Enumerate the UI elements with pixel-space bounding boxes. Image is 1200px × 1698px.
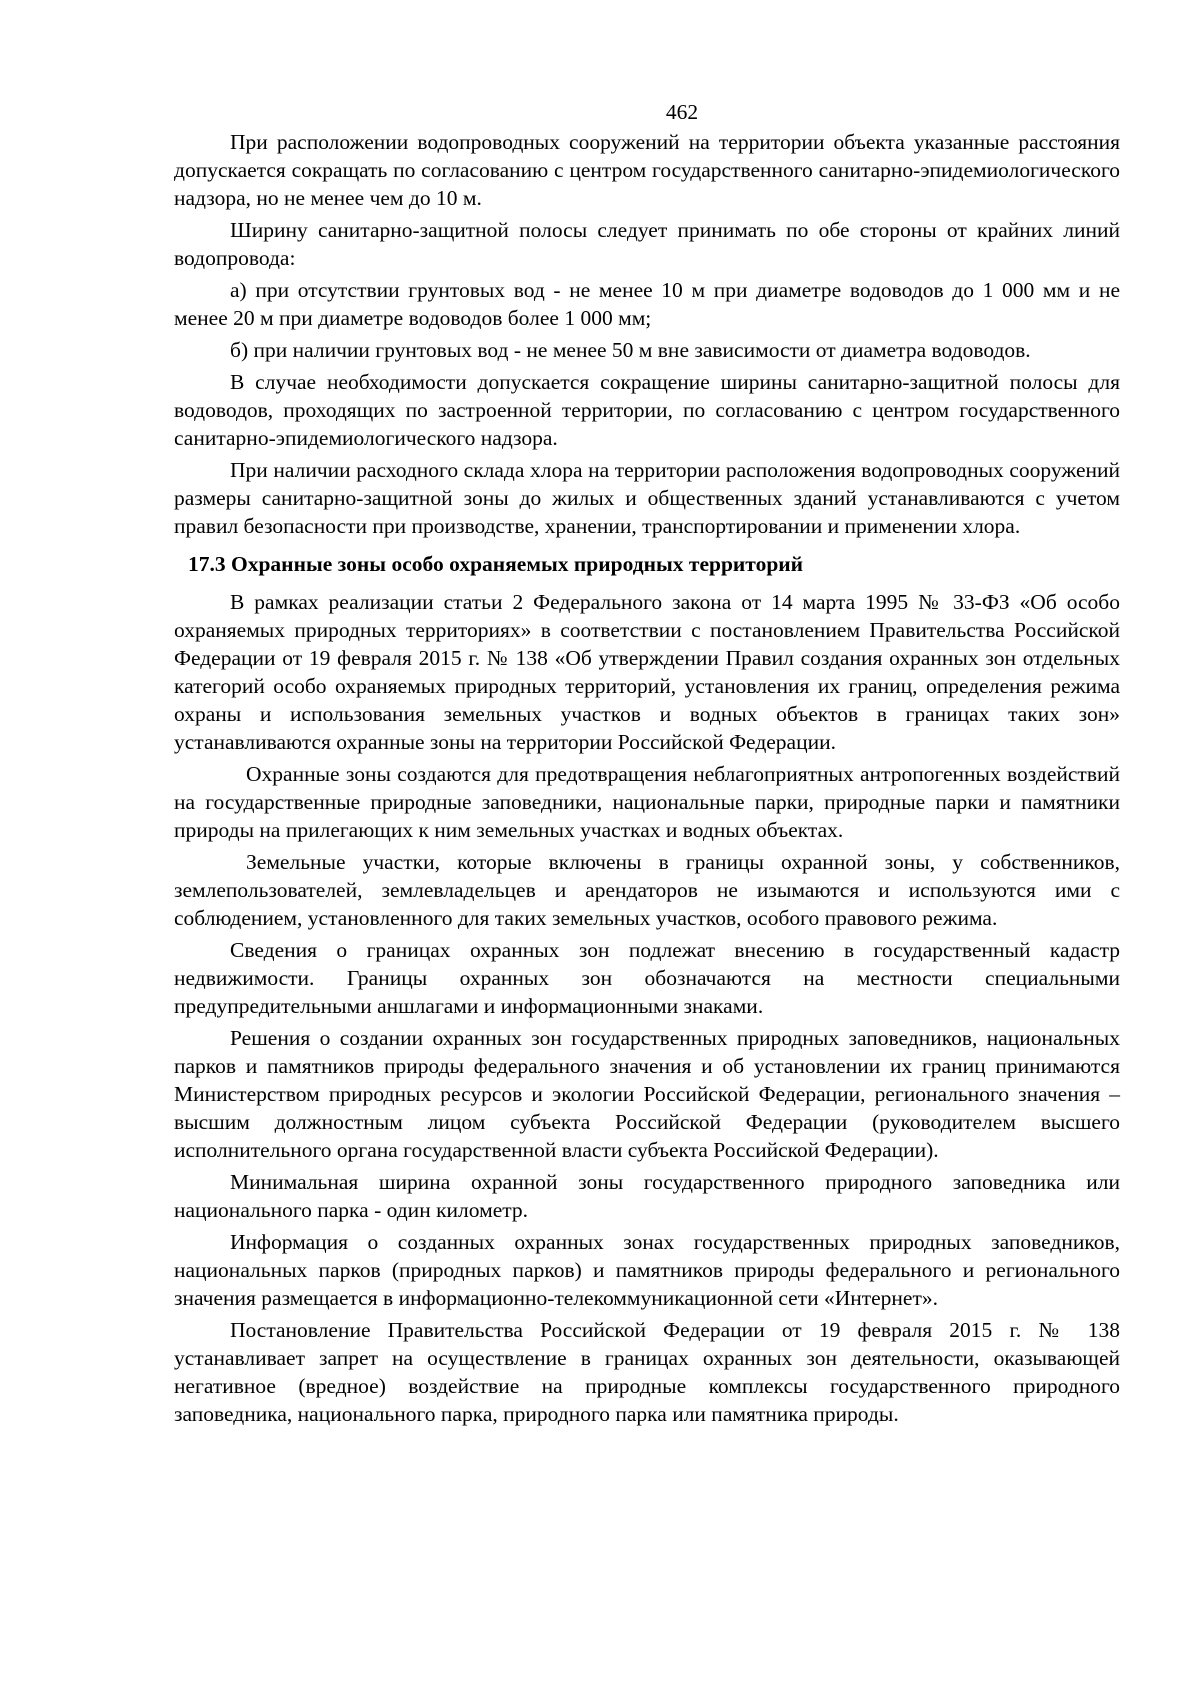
paragraph: Решения о создании охранных зон государственных природных заповедников, национальных парков и памятников природы федерального значения и об установлении их границ принимаются Министерством природных ресурсов и экологии Российской Федерации, регионального значения – высшим должностным лицом субъекта Российской Федерации (руководителем высшего исполнительного органа государственной власти субъекта Российской Федерации). (174, 1026, 1120, 1162)
paragraph: Земельные участки, которые включены в границы охранной зоны, у собственников, землепользователей, землевладельцев и арендаторов не изымаются и используются ими с соблюдением, установленного для таких земельных участков, особого правового режима. (174, 850, 1120, 930)
list-item-a: а) при отсутствии грунтовых вод - не менее 10 м при диаметре водоводов до 1 000 мм и не менее 20 м при диаметре водоводов более 1 000 мм; (174, 278, 1120, 330)
paragraph: Информация о созданных охранных зонах государственных природных заповедников, национальных парков (природных парков) и памятников природы федерального и регионального значения размещается в информационно-телекоммуникационной сети «Интернет». (174, 1230, 1120, 1310)
paragraph: В рамках реализации статьи 2 Федерального закона от 14 марта 1995 № 33-ФЗ «Об особо охраняемых природных территориях» в соответствии с постановлением Правительства Российской Федерации от 19 февраля 2015 г. № 138 «Об утверждении Правил создания охранных зон отдельных категорий особо охраняемых природных территорий, установления их границ, определения режима охраны и использования земельных участков и водных объектов в границах таких зон» устанавливаются охранные зоны на территории Российской Федерации. (174, 590, 1120, 754)
paragraph: Постановление Правительства Российской Федерации от 19 февраля 2015 г. № 138 устанавливает запрет на осуществление в границах охранных зон деятельности, оказывающей негативное (вредное) воздействие на природные комплексы государственного природного заповедника, национального парка, природного парка или памятника природы. (174, 1318, 1120, 1426)
paragraph: В случае необходимости допускается сокращение ширины санитарно-защитной полосы для водоводов, проходящих по застроенной территории, по согласованию с центром государственного санитарно-эпидемиологического надзора. (174, 370, 1120, 450)
page-number: 462 (665, 100, 699, 124)
paragraph: Минимальная ширина охранной зоны государственного природного заповедника или национального парка - один километр. (174, 1170, 1120, 1222)
paragraph: При расположении водопроводных сооружений на территории объекта указанные расстояния допускается сокращать по согласованию с центром государственного санитарно-эпидемиологического надзора, но не менее чем до 10 м. (174, 130, 1120, 210)
paragraph: Охранные зоны создаются для предотвращения неблагоприятных антропогенных воздействий на государственные природные заповедники, национальные парки, природные парки и памятники природы на прилегающих к ним земельных участках и водных объектах. (174, 762, 1120, 842)
section-heading: 17.3 Охранные зоны особо охраняемых природных территорий (188, 552, 804, 576)
list-item-b: б) при наличии грунтовых вод - не менее 50 м вне зависимости от диаметра водоводов. (230, 338, 1031, 362)
paragraph: Ширину санитарно-защитной полосы следует принимать по обе стороны от крайних линий водопровода: (174, 218, 1120, 270)
paragraph: Сведения о границах охранных зон подлежат внесению в государственный кадастр недвижимости. Границы охранных зон обозначаются на местности специальными предупредительными аншлагами и информационными знаками. (174, 938, 1120, 1018)
paragraph: При наличии расходного склада хлора на территории расположения водопроводных сооружений размеры санитарно-защитной зоны до жилых и общественных зданий устанавливаются с учетом правил безопасности при производстве, хранении, транспортировании и применении хлора. (174, 458, 1120, 538)
